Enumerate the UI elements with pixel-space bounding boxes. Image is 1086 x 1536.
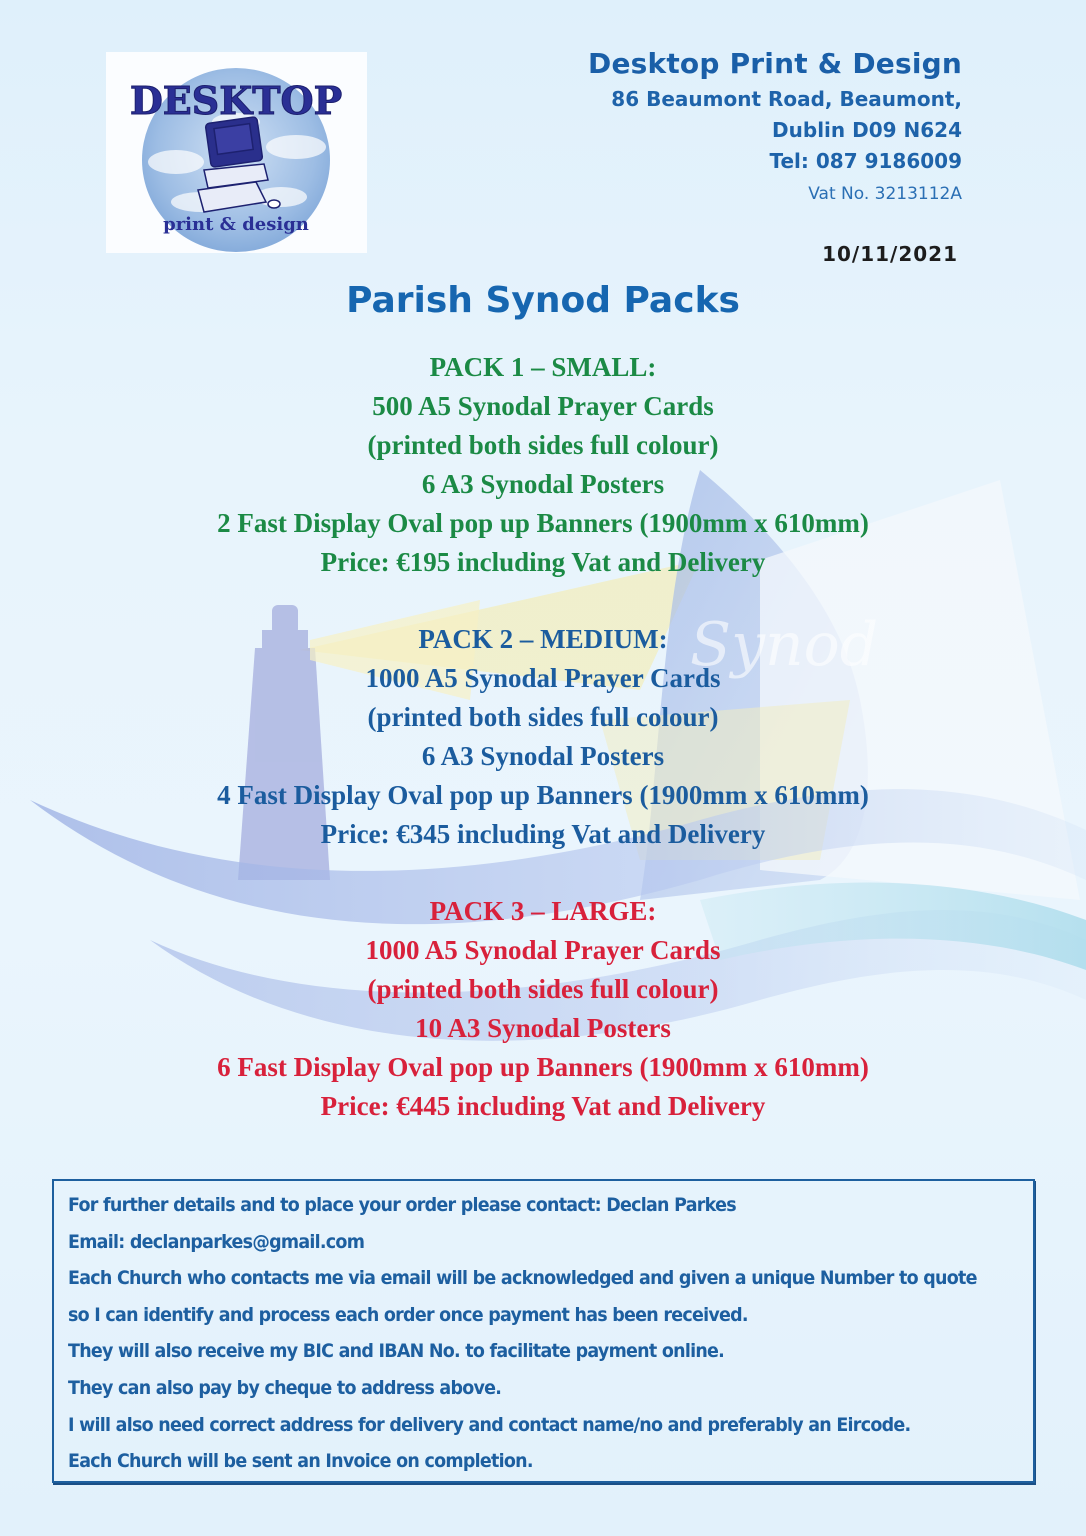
pack-banners: 4 Fast Display Oval pop up Banners (1900mm x 610mm) xyxy=(217,780,869,810)
pack-posters: 6 A3 Synodal Posters xyxy=(421,741,665,771)
pack-medium xyxy=(0,620,1086,854)
pack-banners: 6 Fast Display Oval pop up Banners (1900mm x 610mm) xyxy=(217,1052,869,1082)
pack-heading: PACK 3 – LARGE: xyxy=(429,896,657,926)
contact-info-box xyxy=(52,1179,1035,1483)
pack-posters: 10 A3 Synodal Posters xyxy=(415,1013,671,1043)
svg-text:print & design: print & design xyxy=(163,214,309,235)
contact-note: I will also need correct address for delivery and contact name/no and preferably an Eircode. xyxy=(68,1413,911,1436)
contact-note: They can also pay by cheque to address above. xyxy=(68,1376,502,1399)
company-header xyxy=(588,44,962,211)
pack-print-note: (printed both sides full colour) xyxy=(367,702,719,732)
pack-print-note: (printed both sides full colour) xyxy=(367,974,719,1004)
contact-note: Each Church who contacts me via email will be acknowledged and given a unique Number to quote xyxy=(68,1267,977,1290)
pack-price: Price: €345 including Vat and Delivery xyxy=(320,819,766,849)
company-name: Desktop Print & Design xyxy=(588,47,962,80)
pack-price: Price: €195 including Vat and Delivery xyxy=(320,547,766,577)
contact-note: Each Church will be sent an Invoice on completion. xyxy=(68,1450,533,1473)
page-title: Parish Synod Packs xyxy=(346,280,740,321)
pack-small xyxy=(0,348,1086,582)
contact-email[interactable]: Email: declanparkes@gmail.com xyxy=(68,1230,365,1253)
address-line-1: 86 Beaumont Road, Beaumont, xyxy=(611,87,962,111)
pack-prayer-cards: 1000 A5 Synodal Prayer Cards xyxy=(365,663,721,693)
document-date: 10/11/2021 xyxy=(822,242,958,266)
address-line-2: Dublin D09 N624 xyxy=(772,118,962,142)
contact-intro: For further details and to place your order please contact: Declan Parkes xyxy=(68,1194,736,1216)
pack-heading: PACK 2 – MEDIUM: xyxy=(418,624,668,654)
pack-prayer-cards: 500 A5 Synodal Prayer Cards xyxy=(372,391,714,421)
pack-banners: 2 Fast Display Oval pop up Banners (1900mm x 610mm) xyxy=(217,508,869,538)
pack-price: Price: €445 including Vat and Delivery xyxy=(320,1091,766,1121)
company-logo xyxy=(106,52,367,253)
synod-watermark: Synod xyxy=(690,610,879,680)
pack-heading: PACK 1 – SMALL: xyxy=(429,352,657,382)
pack-posters: 6 A3 Synodal Posters xyxy=(421,469,665,499)
contact-note: They will also receive my BIC and IBAN No. to facilitate payment online. xyxy=(68,1340,725,1363)
telephone: Tel: 087 9186009 xyxy=(769,149,962,173)
pack-print-note: (printed both sides full colour) xyxy=(367,430,719,460)
contact-note: so I can identify and process each order once payment has been received. xyxy=(68,1303,748,1326)
pack-prayer-cards: 1000 A5 Synodal Prayer Cards xyxy=(365,935,721,965)
pack-large xyxy=(0,892,1086,1126)
vat-number: Vat No. 3213112A xyxy=(808,184,962,204)
svg-text:DESKTOP: DESKTOP xyxy=(129,78,343,123)
